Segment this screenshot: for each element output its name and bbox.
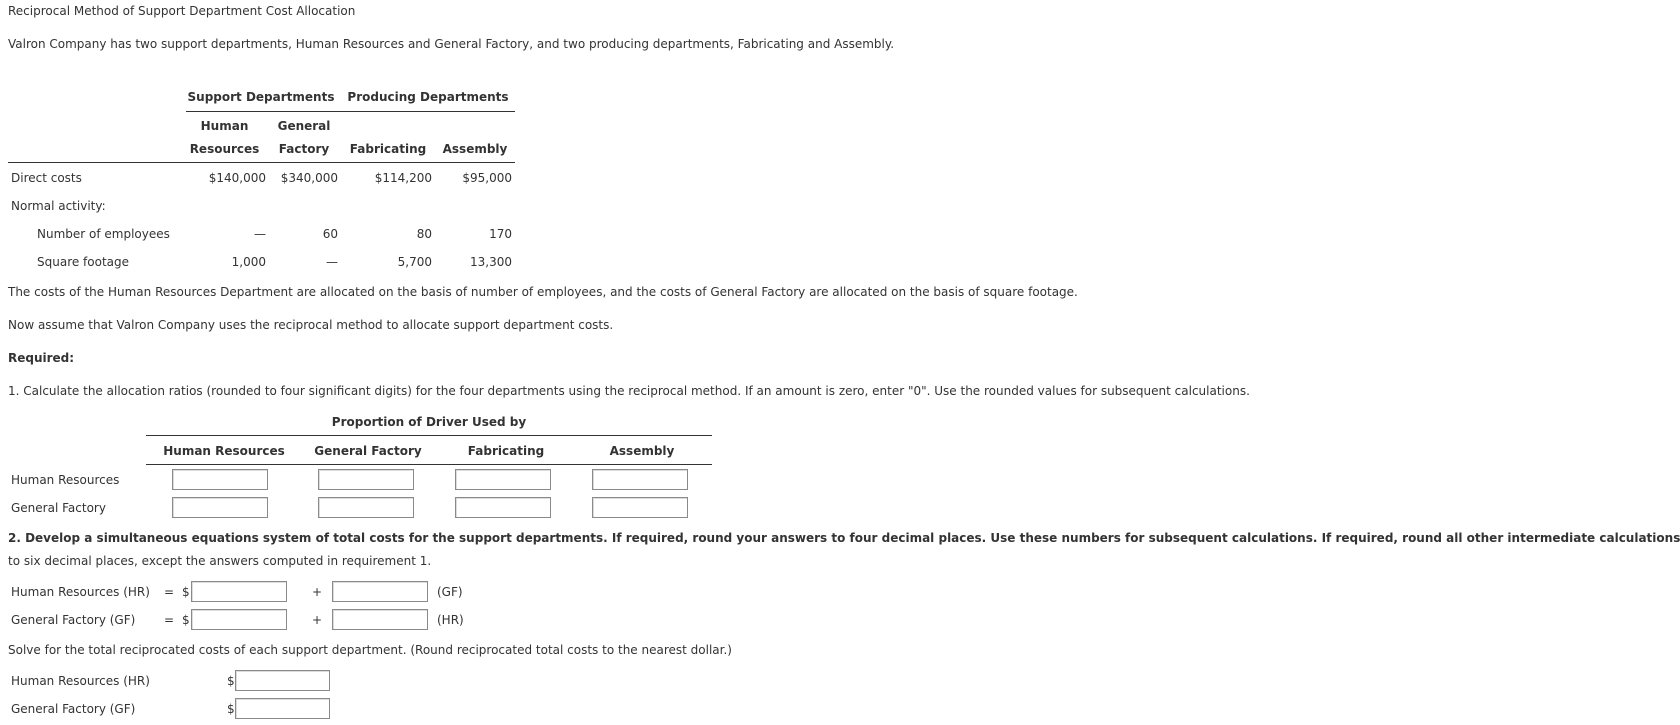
employees-asm: 170 [489, 227, 512, 241]
sqft-hr: 1,000 [231, 255, 266, 269]
eq-hr-coefficient-input[interactable] [332, 581, 428, 602]
col-gf-line2: Factory [278, 142, 330, 156]
solve-text: Solve for the total reciprocated costs of each support department. (Round reciprocated total costs to the nearest dollar.) [8, 643, 732, 657]
ratio-col-fabricating: Fabricating [467, 444, 545, 458]
ratio-rule-bottom [146, 464, 712, 465]
eq-gf-constant-input[interactable] [191, 609, 287, 630]
eq-gf-equals: = [164, 613, 175, 627]
solve-gf-dollar: $ [227, 702, 235, 716]
ratio-hr-asm-input[interactable] [592, 469, 688, 490]
page-title: Reciprocal Method of Support Department Cost Allocation [8, 4, 356, 18]
employees-hr: — [254, 227, 266, 241]
sqft-gf: — [326, 255, 338, 269]
ratio-gf-fab-input[interactable] [455, 497, 551, 518]
eq-hr-equals: = [164, 585, 175, 599]
req1-text: 1. Calculate the allocation ratios (rounded to four significant digits) for the four departments using the reciprocal method. If an amount is zero, enter "0". Use the rounded values for subsequent calculations. [8, 384, 1250, 398]
row-label-employees: Number of employees [37, 227, 170, 241]
direct-costs-hr: $140,000 [208, 171, 266, 185]
eq-gf-dollar: $ [182, 613, 190, 627]
solve-hr-label: Human Resources (HR) [11, 674, 150, 688]
direct-costs-asm: $95,000 [462, 171, 512, 185]
eq-hr-suffix: (GF) [437, 585, 463, 599]
solve-gf-input[interactable] [235, 698, 330, 719]
ratio-rule-top [146, 435, 712, 436]
eq-gf-coefficient-input[interactable] [332, 609, 428, 630]
eq-hr-dollar: $ [182, 585, 190, 599]
ratio-gf-asm-input[interactable] [592, 497, 688, 518]
ratio-hr-hr-input[interactable] [172, 469, 268, 490]
solve-gf-label: General Factory (GF) [11, 702, 136, 716]
direct-costs-gf: $340,000 [280, 171, 338, 185]
col-fabricating: Fabricating [349, 142, 427, 156]
col-gf-line1: General [277, 119, 331, 133]
employees-fab: 80 [416, 227, 432, 241]
header-producing-departments: Producing Departments [347, 90, 509, 104]
eq-hr-label: Human Resources (HR) [11, 585, 150, 599]
ratio-hr-fab-input[interactable] [455, 469, 551, 490]
ratio-row-label-gf: General Factory [11, 501, 106, 515]
header-rule-bottom [8, 162, 515, 163]
intro-text: Valron Company has two support departments, Human Resources and General Factory, and two producing departments, Fabricating and Assembly. [8, 37, 895, 51]
solve-hr-dollar: $ [227, 674, 235, 688]
ratio-table-title: Proportion of Driver Used by [331, 415, 527, 429]
eq-gf-label: General Factory (GF) [11, 613, 136, 627]
ratio-row-label-hr: Human Resources [11, 473, 120, 487]
req2-text-line2: to six decimal places, except the answers computed in requirement 1. [8, 554, 432, 568]
ratio-col-human-resources: Human Resources [163, 444, 285, 458]
row-label-square-footage: Square footage [37, 255, 130, 269]
ratio-col-general-factory: General Factory [314, 444, 422, 458]
eq-hr-constant-input[interactable] [191, 581, 287, 602]
ratio-col-assembly: Assembly [609, 444, 675, 458]
col-assembly: Assembly [442, 142, 508, 156]
row-label-direct-costs: Direct costs [11, 171, 82, 185]
direct-costs-fab: $114,200 [374, 171, 432, 185]
assume-text: Now assume that Valron Company uses the reciprocal method to allocate support department costs. [8, 318, 614, 332]
col-hr-line2: Resources [189, 142, 260, 156]
sqft-fab: 5,700 [397, 255, 432, 269]
eq-hr-plus: + [312, 585, 323, 599]
basis-text: The costs of the Human Resources Department are allocated on the basis of number of employees, and the costs of General Factory are allocated on the basis of square footage. [8, 285, 1078, 299]
sqft-asm: 13,300 [470, 255, 512, 269]
eq-gf-plus: + [312, 613, 323, 627]
header-rule-top [186, 111, 515, 112]
row-label-normal-activity: Normal activity: [11, 199, 106, 213]
eq-gf-suffix: (HR) [437, 613, 464, 627]
header-support-departments: Support Departments [187, 90, 335, 104]
solve-hr-input[interactable] [235, 670, 330, 691]
ratio-gf-hr-input[interactable] [172, 497, 268, 518]
ratio-gf-gf-input[interactable] [318, 497, 414, 518]
req2-text-line1: 2. Develop a simultaneous equations system of total costs for the support departments. If required, round your answers to four decimal places. Use these numbers for subsequent calculations. If required, round all other intermediate calculations [8, 531, 1680, 545]
col-hr-line1: Human [200, 119, 249, 133]
employees-gf: 60 [322, 227, 338, 241]
ratio-hr-gf-input[interactable] [318, 469, 414, 490]
required-label: Required: [8, 351, 75, 365]
